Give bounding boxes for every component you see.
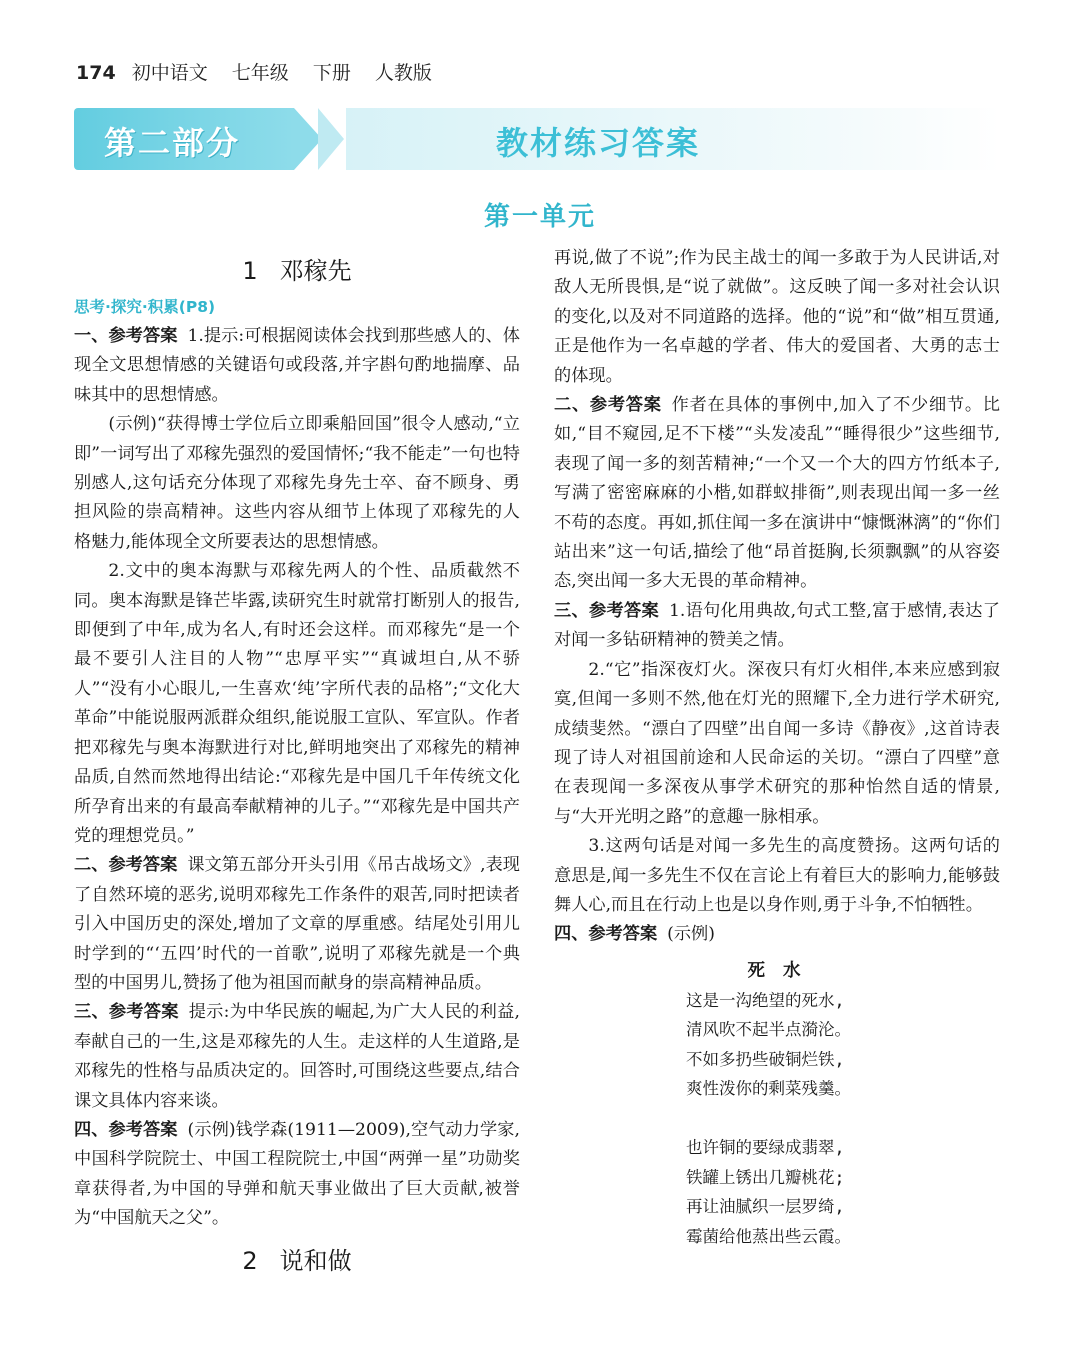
- answer-text: 作者在具体的事例中,加入了不少细节。比如,“目不窥园,足不下楼”“头发凌乱”“睡得很少”这些细节,表现了闻一多的刻苦精神;“一个又一个大的四方竹纸本子,写满了密密麻麻的小楷,如群蚁排衙”,则表现出闻一多一丝不苟的态度。再如,抓住闻一多在演讲中“慷慨淋漓”的“你们站出来”这一句话,描绘了他“昂首挺胸,长须飘飘”的从容姿态,突出闻一多大无畏的革命精神。: [554, 395, 1000, 592]
- lesson-name: 说和做: [279, 1246, 352, 1275]
- answer-paragraph: 2.“它”指深夜灯火。深夜只有灯火相伴,本来应感到寂寞,但闻一多则不然,他在灯光的照耀下,全力进行学术研究,成绩斐然。“漂白了四壁”出自闻一多诗《静夜》,这首诗表现了诗人对祖国前途和人民命运的关切。“漂白了四壁”意在表现闻一多深夜从事学术研究的那种怡然自适的情景,与“大开光明之路”的意趣一脉相承。: [554, 659, 1000, 827]
- answer-paragraph: 再说,做了不说”;作为民主战士的闻一多敢于为人民讲话,对敌人无所畏惧,是“说了就做”。这反映了闻一多对社会认识的变化,以及对不同道路的选择。他的“说”和“做”相互贯通,正是他作为一名卓越的学者、伟大的爱国者、大勇的志士的体现。: [554, 248, 1000, 386]
- banner-chevron-icon: [318, 108, 344, 170]
- poem-line: 也许铜的要绿成翡翠,: [686, 1138, 845, 1158]
- lesson-number: 2: [242, 1246, 258, 1275]
- banner-title-block: [346, 108, 1000, 170]
- part-banner: [74, 108, 1000, 170]
- answer-paragraph: 2.文中的奥本海默与邓稼先两人的个性、品质截然不同。奥本海默是锋芒毕露,读研究生时就常打断别人的报告,即便到了中年,成为名人,有时还会这样。而邓稼先“是一个最不要引人注目的人物”“忠厚平实”“真诚坦白,从不骄人”“没有小心眼儿,一生喜欢‘纯’字所代表的品格”;“文化大革命”中能说服两派群众组织,能说服工宣队、军宣队。作者把邓稼先与奥本海默进行对比,鲜明地突出了邓稼先的精神品质,自然而然地得出结论:“邓稼先是中国几千年传统文化所孕育出来的有最高奉献精神的儿子。”“邓稼先是中国共产党的理想党员。”: [74, 561, 520, 846]
- banner-part-label: 第二部分: [104, 124, 241, 162]
- header-subject: 初中语文: [131, 62, 208, 84]
- answer-paragraph: [554, 920, 1000, 949]
- answer-text: (示例)钱学森(1911—2009),空气动力学家,中国科学院院士、中国工程院院士,中国“两弹一星”功勋奖章获得者,为中国的导弹和航天事业做出了巨大贡献,被誉为“中国航天之父”。: [74, 1119, 520, 1229]
- section-label: 思考·探究·积累(P8): [74, 298, 216, 316]
- answer-paragraph: [554, 391, 1000, 597]
- answer-paragraph: [554, 597, 1000, 656]
- answer-paragraph: (示例)“获得博士学位后立即乘船回国”很令人感动,“立即”一词写出了邓稼先强烈的爱国情怀;“我不能走”一句也特别感人,这句话充分体现了邓稼先身先士卒、奋不顾身、勇担风险的崇高精神。这些内容从细节上体现了邓稼先的人格魅力,能体现全文所要表达的思想情感。: [74, 414, 520, 552]
- page-number: 174: [76, 62, 116, 84]
- answer-paragraph: [74, 998, 520, 1116]
- next-lesson-title: [74, 1244, 520, 1278]
- answer-label: 四、参考答案: [74, 1119, 178, 1140]
- poem: [554, 956, 1000, 1251]
- poem-line: 霉菌给他蒸出些云霞。: [686, 1226, 851, 1246]
- poem-line: 再让油腻织一层罗绮,: [686, 1197, 845, 1217]
- answer-label: 三、参考答案: [74, 1002, 179, 1023]
- banner-title: 教材练习答案: [496, 124, 701, 162]
- poem-title: 死 水: [747, 960, 807, 981]
- answer-label: 三、参考答案: [554, 600, 659, 621]
- poem-line: 不如多扔些破铜烂铁,: [686, 1049, 845, 1069]
- lesson-name: 邓稼先: [279, 257, 352, 285]
- answer-label: 二、参考答案: [554, 395, 662, 416]
- right-column: [554, 244, 1000, 1251]
- lesson-title: [74, 254, 520, 288]
- poem-line: 这是一沟绝望的死水,: [686, 990, 845, 1010]
- answer-paragraph: [74, 1116, 520, 1234]
- header-edition: 人教版: [374, 62, 432, 84]
- running-header: [76, 58, 450, 85]
- header-grade: 七年级: [231, 62, 289, 84]
- banner-part-block: [74, 108, 294, 170]
- answer-paragraph: [74, 851, 520, 998]
- left-column: [74, 244, 520, 1284]
- stanza-gap: [554, 1103, 1000, 1133]
- answer-text: 1.提示:可根据阅读体会找到那些感人的、体现全文思想情感的关键语句或段落,并字斟句酌地揣摩、品味其中的思想情感。: [74, 326, 520, 405]
- answer-label: 二、参考答案: [74, 855, 178, 876]
- answer-text: (示例): [667, 924, 715, 945]
- answer-label: 四、参考答案: [554, 924, 658, 945]
- poem-line: 爽性泼你的剩菜残羹。: [686, 1078, 851, 1098]
- answer-label: 一、参考答案: [74, 326, 178, 346]
- unit-title: 第一单元: [483, 202, 596, 232]
- poem-line: 清风吹不起半点漪沦。: [686, 1020, 851, 1040]
- poem-line: 铁罐上锈出几瓣桃花;: [686, 1167, 845, 1187]
- answer-text: 课文第五部分开头引用《吊古战场文》,表现了自然环境的恶劣,说明邓稼先工作条件的艰苦,同时把读者引入中国历史的深处,增加了文章的厚重感。结尾处引用儿时学到的“‘五四’时代的一首歌”,说明了邓稼先就是一个典型的中国男儿,赞扬了他为祖国而献身的崇高精神品质。: [74, 855, 520, 993]
- answer-paragraph: 3.这两句话是对闻一多先生的高度赞扬。这两句话的意思是,闻一多先生不仅在言论上有着巨大的影响力,能够鼓舞人心,而且在行动上也是以身作则,勇于斗争,不怕牺牲。: [554, 836, 1000, 915]
- answer-text: 提示:为中华民族的崛起,为广大人民的利益,奉献自己的一生,这是邓稼先的人生。走这样的人生道路,是邓稼先的性格与品质决定的。回答时,可围绕这些要点,结合课文具体内容来谈。: [74, 1002, 520, 1111]
- lesson-number: 1: [242, 257, 258, 285]
- answer-paragraph: [74, 322, 520, 410]
- header-volume: 下册: [312, 62, 351, 84]
- answer-text: 1.语句化用典故,句式工整,富于感情,表达了对闻一多钻研精神的赞美之情。: [554, 600, 1000, 651]
